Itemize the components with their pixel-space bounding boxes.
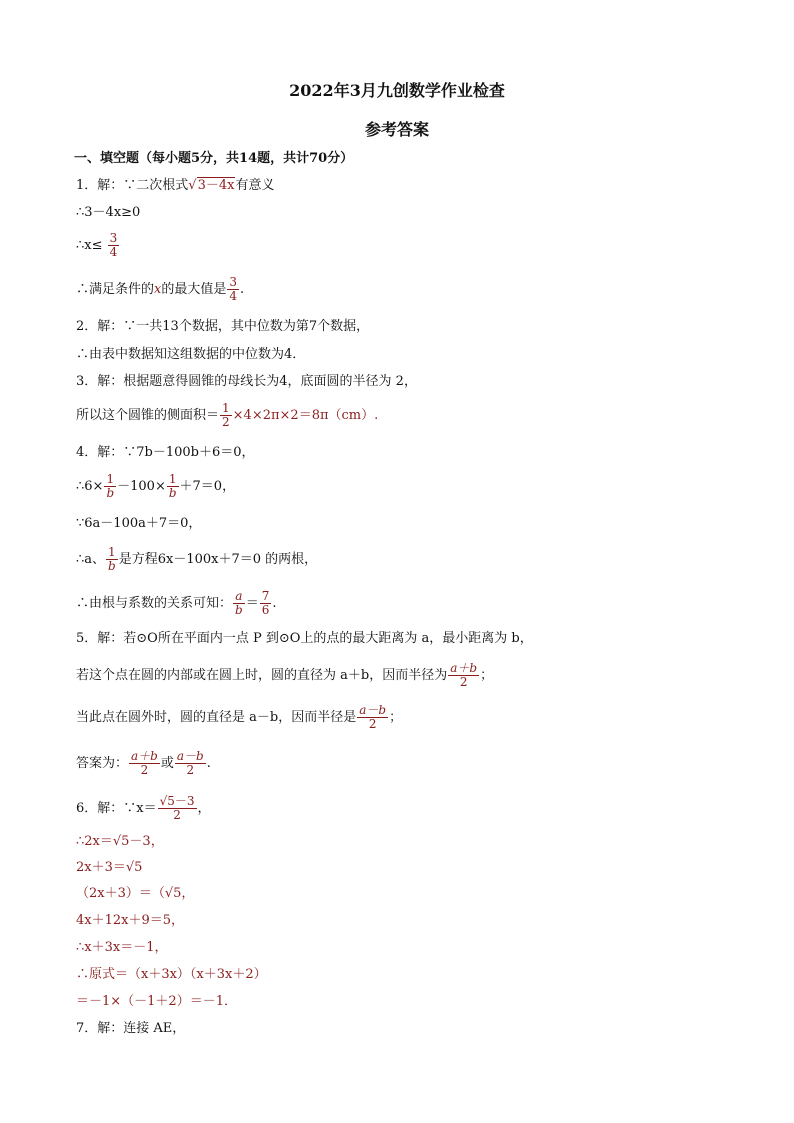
fraction: $\frac{1}{2}$ bbox=[222, 401, 230, 429]
q5-line1: 5．解：若⊙O所在平面内一点 P 到⊙O上的点的最大距离为 a，最小距离为 b， bbox=[76, 631, 533, 646]
q6-line2: ∴2x＝√5－3， bbox=[76, 834, 164, 849]
fraction: $\frac{3}{4}$ bbox=[229, 275, 238, 303]
q5-line3: 当此点在圆外时，圆的直径是 a－b，因而半径是 $\frac{a-b}{2}$ ； bbox=[76, 703, 403, 731]
fraction: $\frac{a+b}{2}$ bbox=[131, 749, 158, 777]
sqrt-expression: √3－4x bbox=[188, 178, 235, 193]
fraction: $\frac{1}{b}$ bbox=[108, 545, 116, 573]
q4-line1: 4．解：∵7b－100b＋6＝0， bbox=[76, 445, 255, 460]
q3-line1: 3．解：根据题意得圆锥的母线长为4，底面圆的半径为 2， bbox=[76, 374, 417, 389]
q6-line5: 4x＋12x＋9＝5， bbox=[76, 913, 185, 928]
q6-line8: ＝－1×（－1＋2）＝－1． bbox=[76, 994, 237, 1009]
q2-line1: 2．解：∵一共13个数据，其中位数为第7个数据， bbox=[76, 319, 370, 334]
q6-line6: ∴x＋3x＝－1， bbox=[76, 940, 168, 955]
q2-line2: ∴由表中数据知这组数据的中位数为4． bbox=[76, 347, 306, 362]
q1-line4: ∴满足条件的x的最大值是 $\frac{3}{4}$ . bbox=[76, 275, 245, 303]
q4-line3: ∵6a－100a＋7＝0， bbox=[76, 516, 202, 531]
q1-line1: 1．解：∵二次根式√3－4x有意义 bbox=[76, 178, 275, 193]
q4-line2: ∴6× $\frac{1}{b}$ －100× $\frac{1}{b}$ ＋7＝0， bbox=[76, 472, 236, 500]
page-title: 2022年3月九创数学作业检查 bbox=[289, 81, 505, 100]
q6-line3: 2x＋3＝√5 bbox=[76, 860, 143, 875]
q1-line3: ∴x≤ $\frac{3}{4}$ bbox=[76, 231, 118, 259]
q3-line2: 所以这个圆锥的侧面积＝ $\frac{1}{2}$ ×4×2π×2＝8π（cm）. bbox=[76, 401, 379, 429]
fraction: $\frac{√5-3}{2}$ bbox=[159, 794, 195, 822]
section-heading: 一、填空题（每小题5分，共14题，共计70分） bbox=[74, 151, 354, 166]
fraction: $\frac{1}{b}$ bbox=[106, 472, 115, 500]
fraction: $\frac{a}{b}$ bbox=[235, 589, 243, 617]
q4-line4: ∴a、 $\frac{1}{b}$ 是方程6x－100x＋7＝0 的两根， bbox=[76, 545, 318, 573]
fraction: $\frac{7}{6}$ bbox=[261, 589, 270, 617]
q7-line1: 7．解：连接 AE， bbox=[76, 1021, 186, 1036]
fraction: $\frac{3}{4}$ bbox=[109, 231, 118, 259]
q4-line5: ∴由根与系数的关系可知： $\frac{a}{b}$ ＝ $\frac{7}{6}$ . bbox=[76, 589, 277, 617]
fraction: $\frac{a-b}{2}$ bbox=[176, 749, 204, 777]
q5-line4: 答案为： $\frac{a+b}{2}$ 或 $\frac{a-b}{2}$ . bbox=[76, 749, 211, 777]
q6-line7: ∴原式＝（x＋3x）（x＋3x＋2） bbox=[76, 967, 267, 982]
q1-line2: ∴3－4x≥0 bbox=[76, 205, 141, 220]
q6-line1: 6．解：∵x＝ $\frac{√5-3}{2}$ ， bbox=[76, 794, 211, 822]
q6-line4: （2x＋3）＝（√5， bbox=[76, 886, 195, 901]
fraction: $\frac{1}{b}$ bbox=[168, 472, 177, 500]
fraction: $\frac{a+b}{2}$ bbox=[450, 661, 478, 689]
fraction: $\frac{a-b}{2}$ bbox=[359, 703, 387, 731]
q5-line2: 若这个点在圆的内部或在圆上时，圆的直径为 a＋b，因而半径为 $\frac{a+b}{2}$ ； bbox=[76, 661, 494, 689]
page-subtitle: 参考答案 bbox=[364, 120, 429, 139]
